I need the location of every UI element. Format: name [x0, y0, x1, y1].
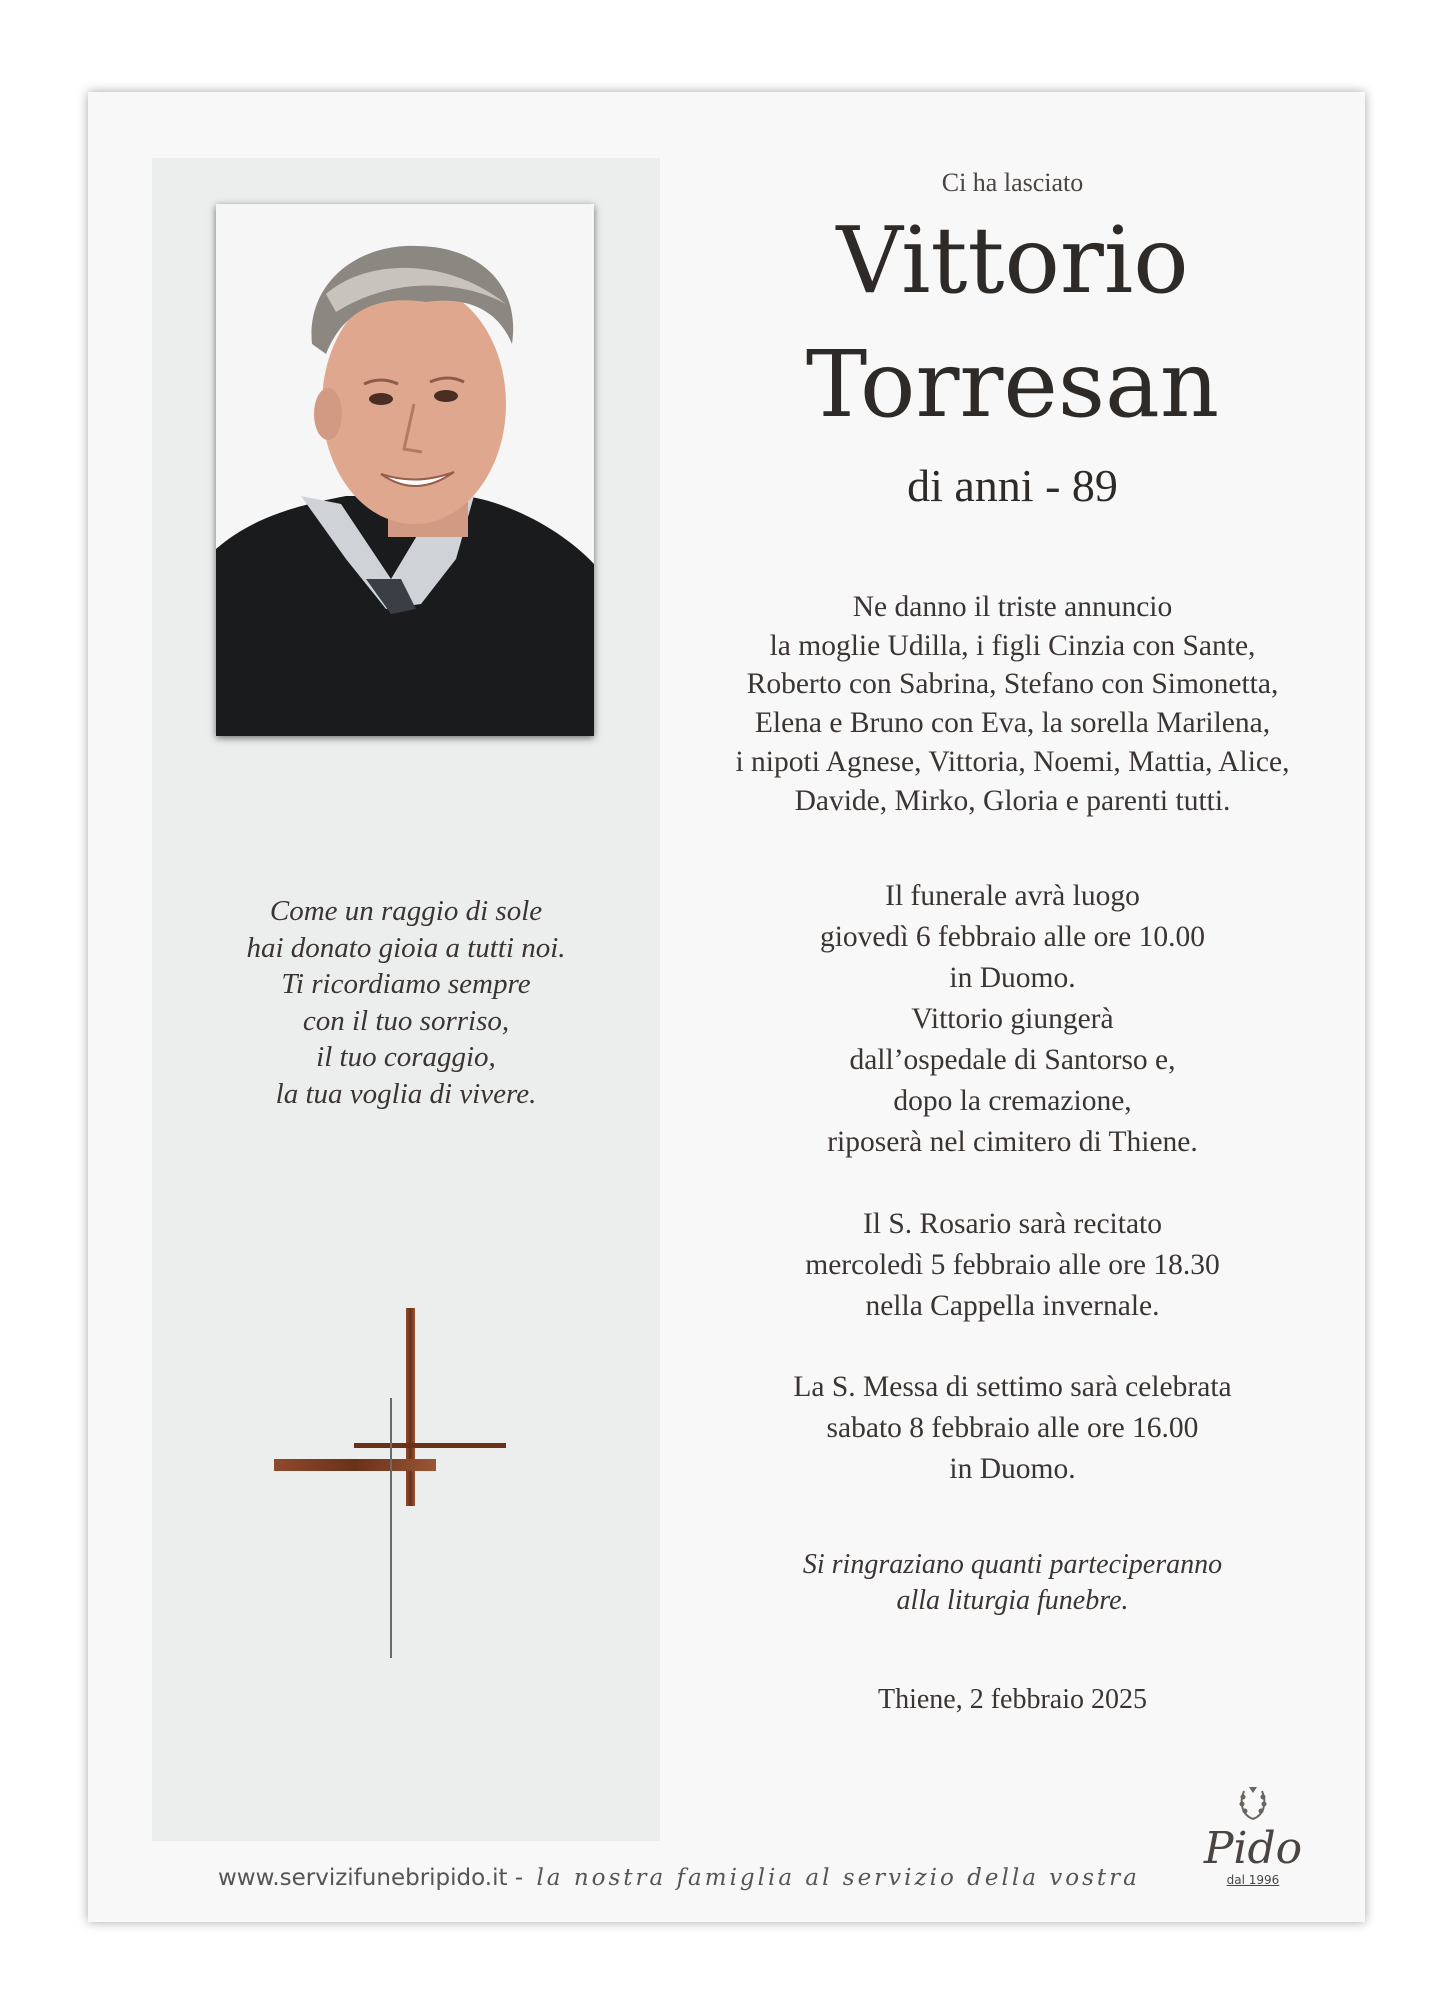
mass-details	[660, 1367, 1365, 1490]
text-line: la moglie Udilla, i figli Cinzia con Sante,	[769, 629, 1256, 662]
text-line: Vittorio giungerà	[911, 1003, 1114, 1035]
logo-wordmark: Pido	[1203, 1823, 1303, 1874]
text-line: dopo la cremazione,	[893, 1085, 1132, 1117]
text-line: Ne danno il triste annuncio	[852, 591, 1173, 623]
text-line: La S. Messa di settimo sarà celebrata	[793, 1371, 1232, 1403]
poem-line: hai donato gioia a tutti noi.	[246, 931, 566, 964]
text-line: Davide, Mirko, Gloria e parenti tutti.	[794, 784, 1231, 817]
poem-line: con il tuo sorriso,	[302, 1004, 510, 1037]
website-link[interactable]: www.servizifunebripido.it	[218, 1865, 508, 1891]
text-line: alla liturgia funebre.	[896, 1585, 1129, 1616]
portrait-photo	[216, 204, 594, 736]
footer	[218, 1865, 1140, 1891]
text-line: giovedì 6 febbraio alle ore 10.00	[819, 921, 1205, 953]
text-line: Il funerale avrà luogo	[885, 880, 1140, 912]
place-date: Thiene, 2 febbraio 2025	[877, 1684, 1148, 1715]
left-panel	[152, 158, 660, 1841]
text-line: i nipoti Agnese, Vittoria, Noemi, Mattia, Alice,	[735, 745, 1290, 778]
cross-icon	[274, 1303, 524, 1667]
text-line: in Duomo.	[949, 1453, 1076, 1485]
thanks-note	[660, 1547, 1365, 1619]
text-line: Elena e Bruno con Eva, la sorella Marilena,	[754, 707, 1271, 740]
text-line: mercoledì 5 febbraio alle ore 18.30	[805, 1249, 1220, 1281]
wreath-icon	[1236, 1785, 1270, 1821]
logo-since: dal 1996	[1226, 1873, 1280, 1887]
footer-slogan: la nostra famiglia al servizio della vostra	[536, 1865, 1140, 1891]
funeral-details	[660, 876, 1365, 1163]
text-line: riposerà nel cimitero di Thiene.	[827, 1126, 1198, 1158]
age-text: di anni - 89	[907, 460, 1118, 511]
family-announcement	[660, 588, 1365, 820]
memorial-poem	[152, 893, 660, 1112]
first-name: Vittorio	[836, 207, 1189, 314]
text-line: Si ringraziano quanti parteciperanno	[802, 1549, 1223, 1580]
text-line: Il S. Rosario sarà recitato	[862, 1208, 1162, 1240]
poem-line: il tuo coraggio,	[316, 1041, 496, 1073]
last-name: Torresan	[805, 331, 1220, 438]
poem-line: la tua voglia di vivere.	[275, 1077, 537, 1110]
text-line: sabato 8 febbraio alle ore 16.00	[826, 1412, 1199, 1444]
poem-line: Ti ricordiamo sempre	[281, 968, 531, 1000]
text-line: dall’ospedale di Santorso e,	[849, 1044, 1176, 1076]
intro-text: Ci ha lasciato	[941, 168, 1084, 197]
text-line: in Duomo.	[949, 962, 1076, 994]
text-line: Roberto con Sabrina, Stefano con Simonetta,	[746, 668, 1279, 701]
poem-line: Come un raggio di sole	[269, 895, 543, 927]
obituary-sheet	[88, 92, 1365, 1922]
footer-separator: -	[507, 1865, 531, 1891]
rosary-details	[660, 1204, 1365, 1327]
company-logo	[1193, 1785, 1313, 1887]
text-line: nella Cappella invernale.	[865, 1290, 1160, 1322]
